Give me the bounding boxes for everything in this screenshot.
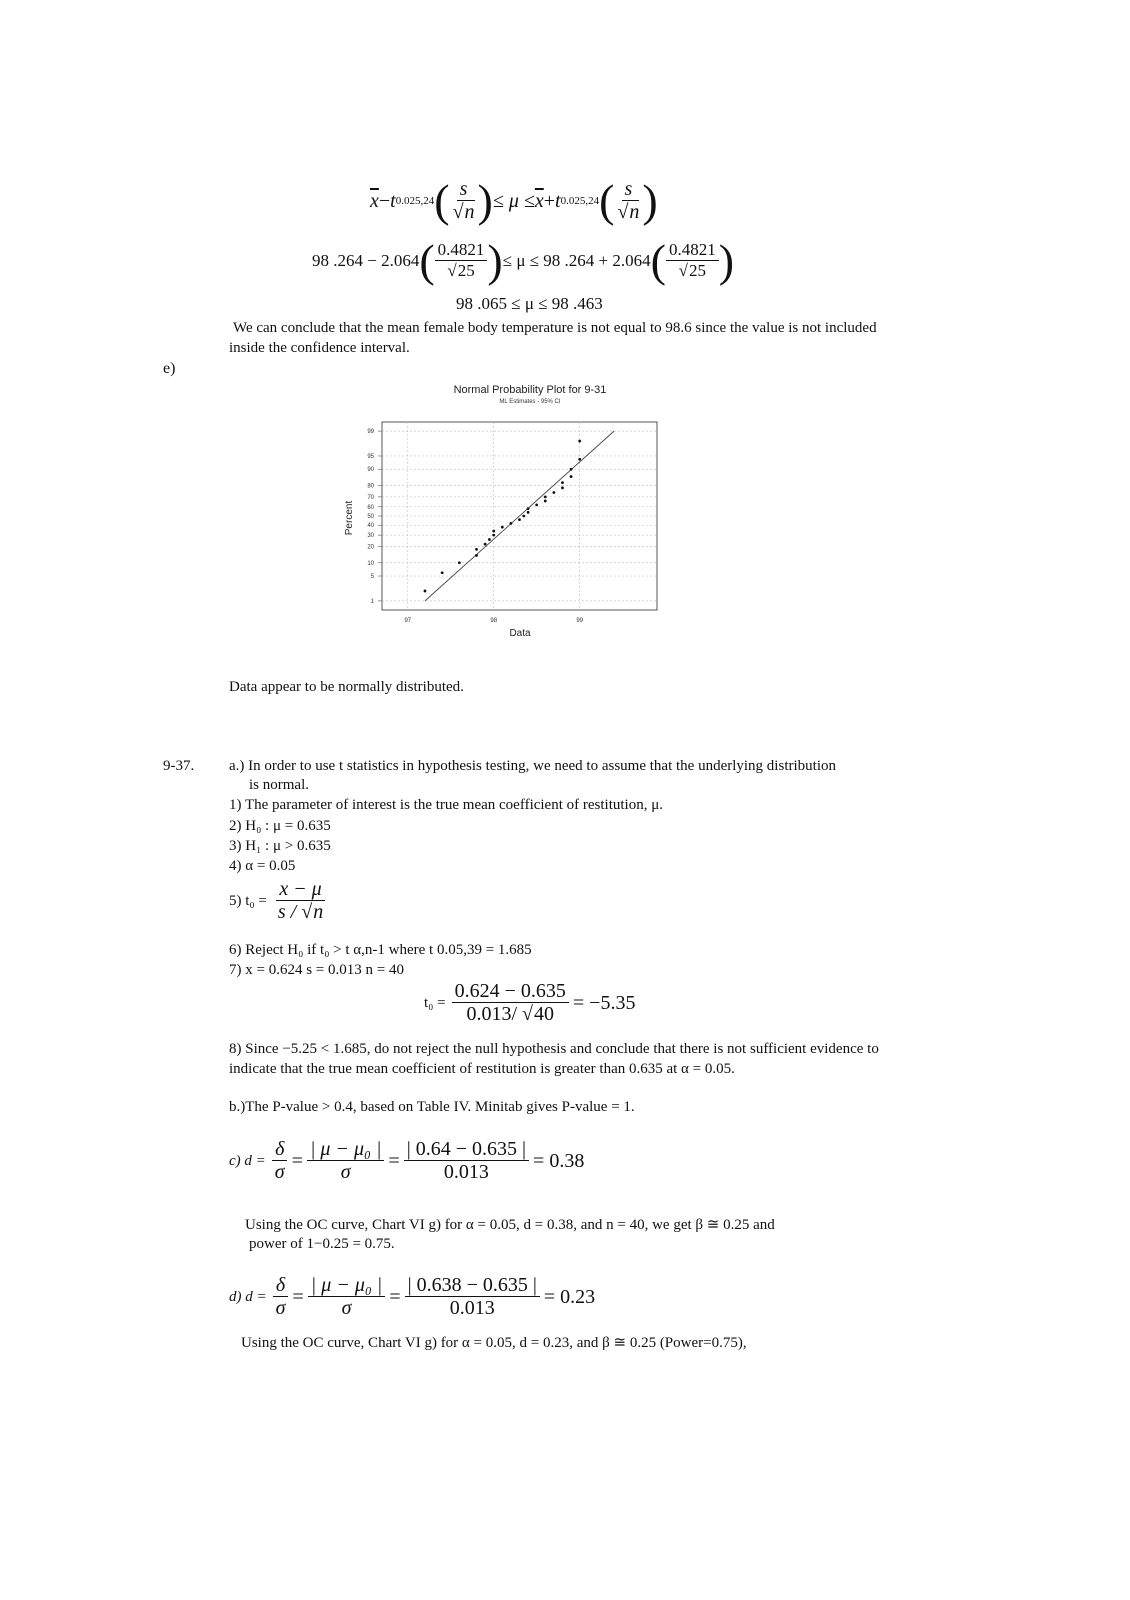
step-6: 6) Reject H₀ if t₀ > t α,n-1 where t 0.05,39 = 1.685 xyxy=(229,942,532,958)
y-tick-label: 80 xyxy=(367,483,374,490)
part-c-label: c) d = xyxy=(229,1152,266,1169)
mu-bounds: ≤ μ ≤ xyxy=(492,189,535,212)
part-a-line1: a.) In order to use t statistics in hypothesis testing, we need to assume that the underlying distribution xyxy=(229,758,836,774)
y-tick-label: 60 xyxy=(367,504,374,511)
ci-conclusion-line2: inside the confidence interval. xyxy=(229,340,410,356)
ci-formula-general xyxy=(370,175,658,227)
step-7: 7) x = 0.624 s = 0.013 n = 40 xyxy=(229,962,404,978)
y-tick-label: 50 xyxy=(367,514,374,520)
ci-den-2: 25 xyxy=(689,260,706,280)
paren-open: ( xyxy=(434,175,450,227)
data-point xyxy=(527,507,530,510)
x-axis-label: Data xyxy=(509,628,531,639)
step-2: 2) H₀ : μ = 0.635 xyxy=(229,818,331,834)
t0-den-root: 40 xyxy=(534,1003,555,1025)
data-point xyxy=(570,475,573,478)
delta-over-sigma xyxy=(272,1138,288,1184)
t0-den-value: 0.013/ xyxy=(466,1003,523,1025)
sigma-symbol-d: σ xyxy=(275,1297,286,1319)
y-tick-label: 99 xyxy=(367,429,374,436)
y-tick-label: 10 xyxy=(367,560,374,567)
mu-diff: | μ − μ₀ | xyxy=(307,1138,385,1161)
delta-symbol: δ xyxy=(272,1138,287,1161)
step-5-den-s: s / xyxy=(277,901,302,923)
t0-label: t₀ = xyxy=(424,994,446,1011)
step-5-label: 5) t₀ = xyxy=(229,892,267,909)
equals-d-2: = xyxy=(389,1285,401,1308)
t-subscript-2: 0.025,24 xyxy=(560,195,600,207)
paren-close-2: ) xyxy=(642,175,658,227)
ci-left-term: 98 .264 − 2.064 xyxy=(312,250,420,270)
x-tick-label: 98 xyxy=(490,618,498,624)
part-d-numerator: | 0.638 − 0.635 | xyxy=(405,1274,540,1297)
fit-line xyxy=(425,431,614,601)
part-c-denominator: 0.013 xyxy=(443,1161,489,1183)
ci-num-2: 0.4821 xyxy=(666,241,719,261)
part-d-formula xyxy=(229,1274,595,1320)
s-symbol: s xyxy=(457,178,471,201)
ci-result: 98 .065 ≤ μ ≤ 98 .463 xyxy=(456,294,603,313)
part-d-text1: Using the OC curve, Chart VI g) for α = 0.05, d = 0.23, and β ≅ 0.25 (Power=0.75), xyxy=(241,1335,747,1351)
equals-2: = xyxy=(388,1149,400,1172)
ci-conclusion-line1: We can conclude that the mean female body temperature is not equal to 98.6 since the value is not included xyxy=(233,320,877,336)
data-point xyxy=(492,530,495,533)
step-5 xyxy=(229,878,326,924)
ci-den-1: 25 xyxy=(457,260,475,280)
data-point xyxy=(492,534,495,537)
t0-result: = −5.35 xyxy=(572,991,636,1014)
x-tick-label: 97 xyxy=(404,618,412,624)
delta-over-sigma-d xyxy=(273,1274,289,1320)
t0-computation xyxy=(424,980,635,1026)
data-point xyxy=(570,468,573,471)
data-point xyxy=(561,481,564,484)
ci-fraction-2: $\frac{0.4821}{√25}$ xyxy=(666,241,719,280)
t0-numerator: 0.624 − 0.635 xyxy=(452,980,569,1003)
equals-d-1: = xyxy=(292,1285,304,1308)
step-5-numerator: x − μ xyxy=(276,878,324,901)
s-over-root-n-2: $\frac{s}{√n}$ xyxy=(617,178,640,223)
ci-middle: ≤ μ ≤ 98 .264 + 2.064 xyxy=(502,250,651,270)
ci-formula-numeric xyxy=(312,235,735,286)
mu-diff-over-sigma-d xyxy=(308,1274,386,1320)
t-symbol-2: t xyxy=(555,189,561,212)
equals-1: = xyxy=(291,1149,303,1172)
xbar-symbol-2: $\overline{x}$ xyxy=(534,189,544,212)
minus-sign: − xyxy=(378,189,391,212)
t0-fraction: $\frac{0.624 - 0.635}{0.013/ √40}$ xyxy=(452,980,569,1026)
part-c-formula xyxy=(229,1138,584,1184)
chart-subtitle: ML Estimates - 95% CI xyxy=(499,399,561,405)
data-point xyxy=(475,554,478,557)
y-tick-label: 30 xyxy=(367,533,374,540)
numeric-d-fraction xyxy=(404,1138,529,1184)
data-point xyxy=(544,495,547,498)
test-statistic-formula: $\frac{x - \mu}{s / √n}$ xyxy=(277,878,324,923)
s-over-root-n: $\frac{s}{√n}$ xyxy=(452,178,475,223)
step-5-den-n: n xyxy=(313,901,324,923)
step-8-line1: 8) Since −5.25 < 1.685, do not reject the null hypothesis and conclude that there is not sufficient evidence to xyxy=(229,1041,879,1057)
plus-sign: + xyxy=(543,189,556,212)
part-c-result: = 0.38 xyxy=(533,1149,585,1172)
t-symbol: t xyxy=(390,189,396,212)
y-tick-labels xyxy=(367,429,374,605)
part-c-numerator: | 0.64 − 0.635 | xyxy=(404,1138,529,1161)
part-d-label: d) d = xyxy=(229,1288,267,1305)
data-point xyxy=(484,543,487,546)
numeric-d-fraction-d xyxy=(405,1274,540,1320)
sigma-symbol: σ xyxy=(274,1161,285,1183)
y-tick-label: 90 xyxy=(367,467,374,474)
data-point xyxy=(424,590,427,593)
y-tick-label: 95 xyxy=(367,453,374,460)
part-b: b.)The P-value > 0.4, based on Table IV. Minitab gives P-value = 1. xyxy=(229,1099,635,1115)
data-point xyxy=(501,526,504,529)
n-symbol-2: n xyxy=(629,201,640,223)
mu-diff-d: | μ − μ₀ | xyxy=(308,1274,386,1297)
grid-lines xyxy=(378,422,657,610)
paren-open-2: ( xyxy=(599,175,615,227)
y-tick-label: 5 xyxy=(370,574,374,581)
data-point xyxy=(522,515,525,518)
y-tick-label: 20 xyxy=(367,544,374,551)
part-d-result: = 0.23 xyxy=(543,1285,596,1308)
data-point xyxy=(458,561,461,564)
paren-open-3: ( xyxy=(419,235,435,286)
problem-number: 9-37. xyxy=(163,758,195,774)
step-4: 4) α = 0.05 xyxy=(229,858,296,874)
n-symbol: n xyxy=(464,201,475,223)
s-symbol-2: s xyxy=(622,178,636,201)
data-point xyxy=(475,548,478,551)
paren-close-4: ) xyxy=(718,235,735,286)
data-point xyxy=(578,440,581,443)
x-tick-label: 99 xyxy=(576,618,583,624)
data-point xyxy=(535,503,538,506)
data-point xyxy=(527,511,530,514)
data-point xyxy=(488,538,491,541)
part-d-denominator: 0.013 xyxy=(449,1297,495,1319)
y-tick-label: 40 xyxy=(367,523,374,530)
part-e-note: Data appear to be normally distributed. xyxy=(229,679,464,695)
y-tick-label: 70 xyxy=(367,494,374,501)
mu-diff-over-sigma xyxy=(307,1138,385,1184)
chart-title: Normal Probability Plot for 9-31 xyxy=(453,384,607,396)
data-point xyxy=(578,458,581,461)
ci-num-1: 0.4821 xyxy=(435,241,488,261)
paren-open-4: ( xyxy=(650,235,666,286)
data-point xyxy=(510,522,513,525)
y-tick-label: 1 xyxy=(370,598,374,605)
ci-fraction-1: $\frac{0.4821}{√25}$ xyxy=(435,241,488,280)
paren-close: ) xyxy=(477,175,493,227)
part-c-text1: Using the OC curve, Chart VI g) for α = 0.05, d = 0.38, and n = 40, we get β ≅ 0.25 and xyxy=(245,1217,775,1233)
delta-symbol-d: δ xyxy=(273,1274,288,1297)
x-tick-labels xyxy=(404,618,583,624)
data-point xyxy=(544,500,547,503)
data-point xyxy=(561,486,564,489)
xbar-symbol: $\overline{x}$ xyxy=(370,189,379,212)
data-point xyxy=(518,518,521,521)
part-a-line2: is normal. xyxy=(249,777,309,793)
step-3: 3) H₁ : μ > 0.635 xyxy=(229,838,331,854)
t-subscript: 0.025,24 xyxy=(395,195,435,207)
normal-probability-plot xyxy=(330,378,690,648)
part-e-label: e) xyxy=(163,360,176,377)
data-point xyxy=(441,571,444,574)
data-point xyxy=(552,491,555,494)
paren-close-3: ) xyxy=(487,235,503,286)
sigma-symbol-2: σ xyxy=(340,1161,351,1183)
y-axis-label: Percent xyxy=(344,500,355,536)
step-1: 1) The parameter of interest is the true mean coefficient of restitution, μ. xyxy=(229,797,663,813)
part-c-text2: power of 1−0.25 = 0.75. xyxy=(249,1236,395,1252)
step-8-line2: indicate that the true mean coefficient of restitution is greater than 0.635 at α = 0.05. xyxy=(229,1061,735,1077)
sigma-symbol-d-2: σ xyxy=(341,1297,352,1319)
